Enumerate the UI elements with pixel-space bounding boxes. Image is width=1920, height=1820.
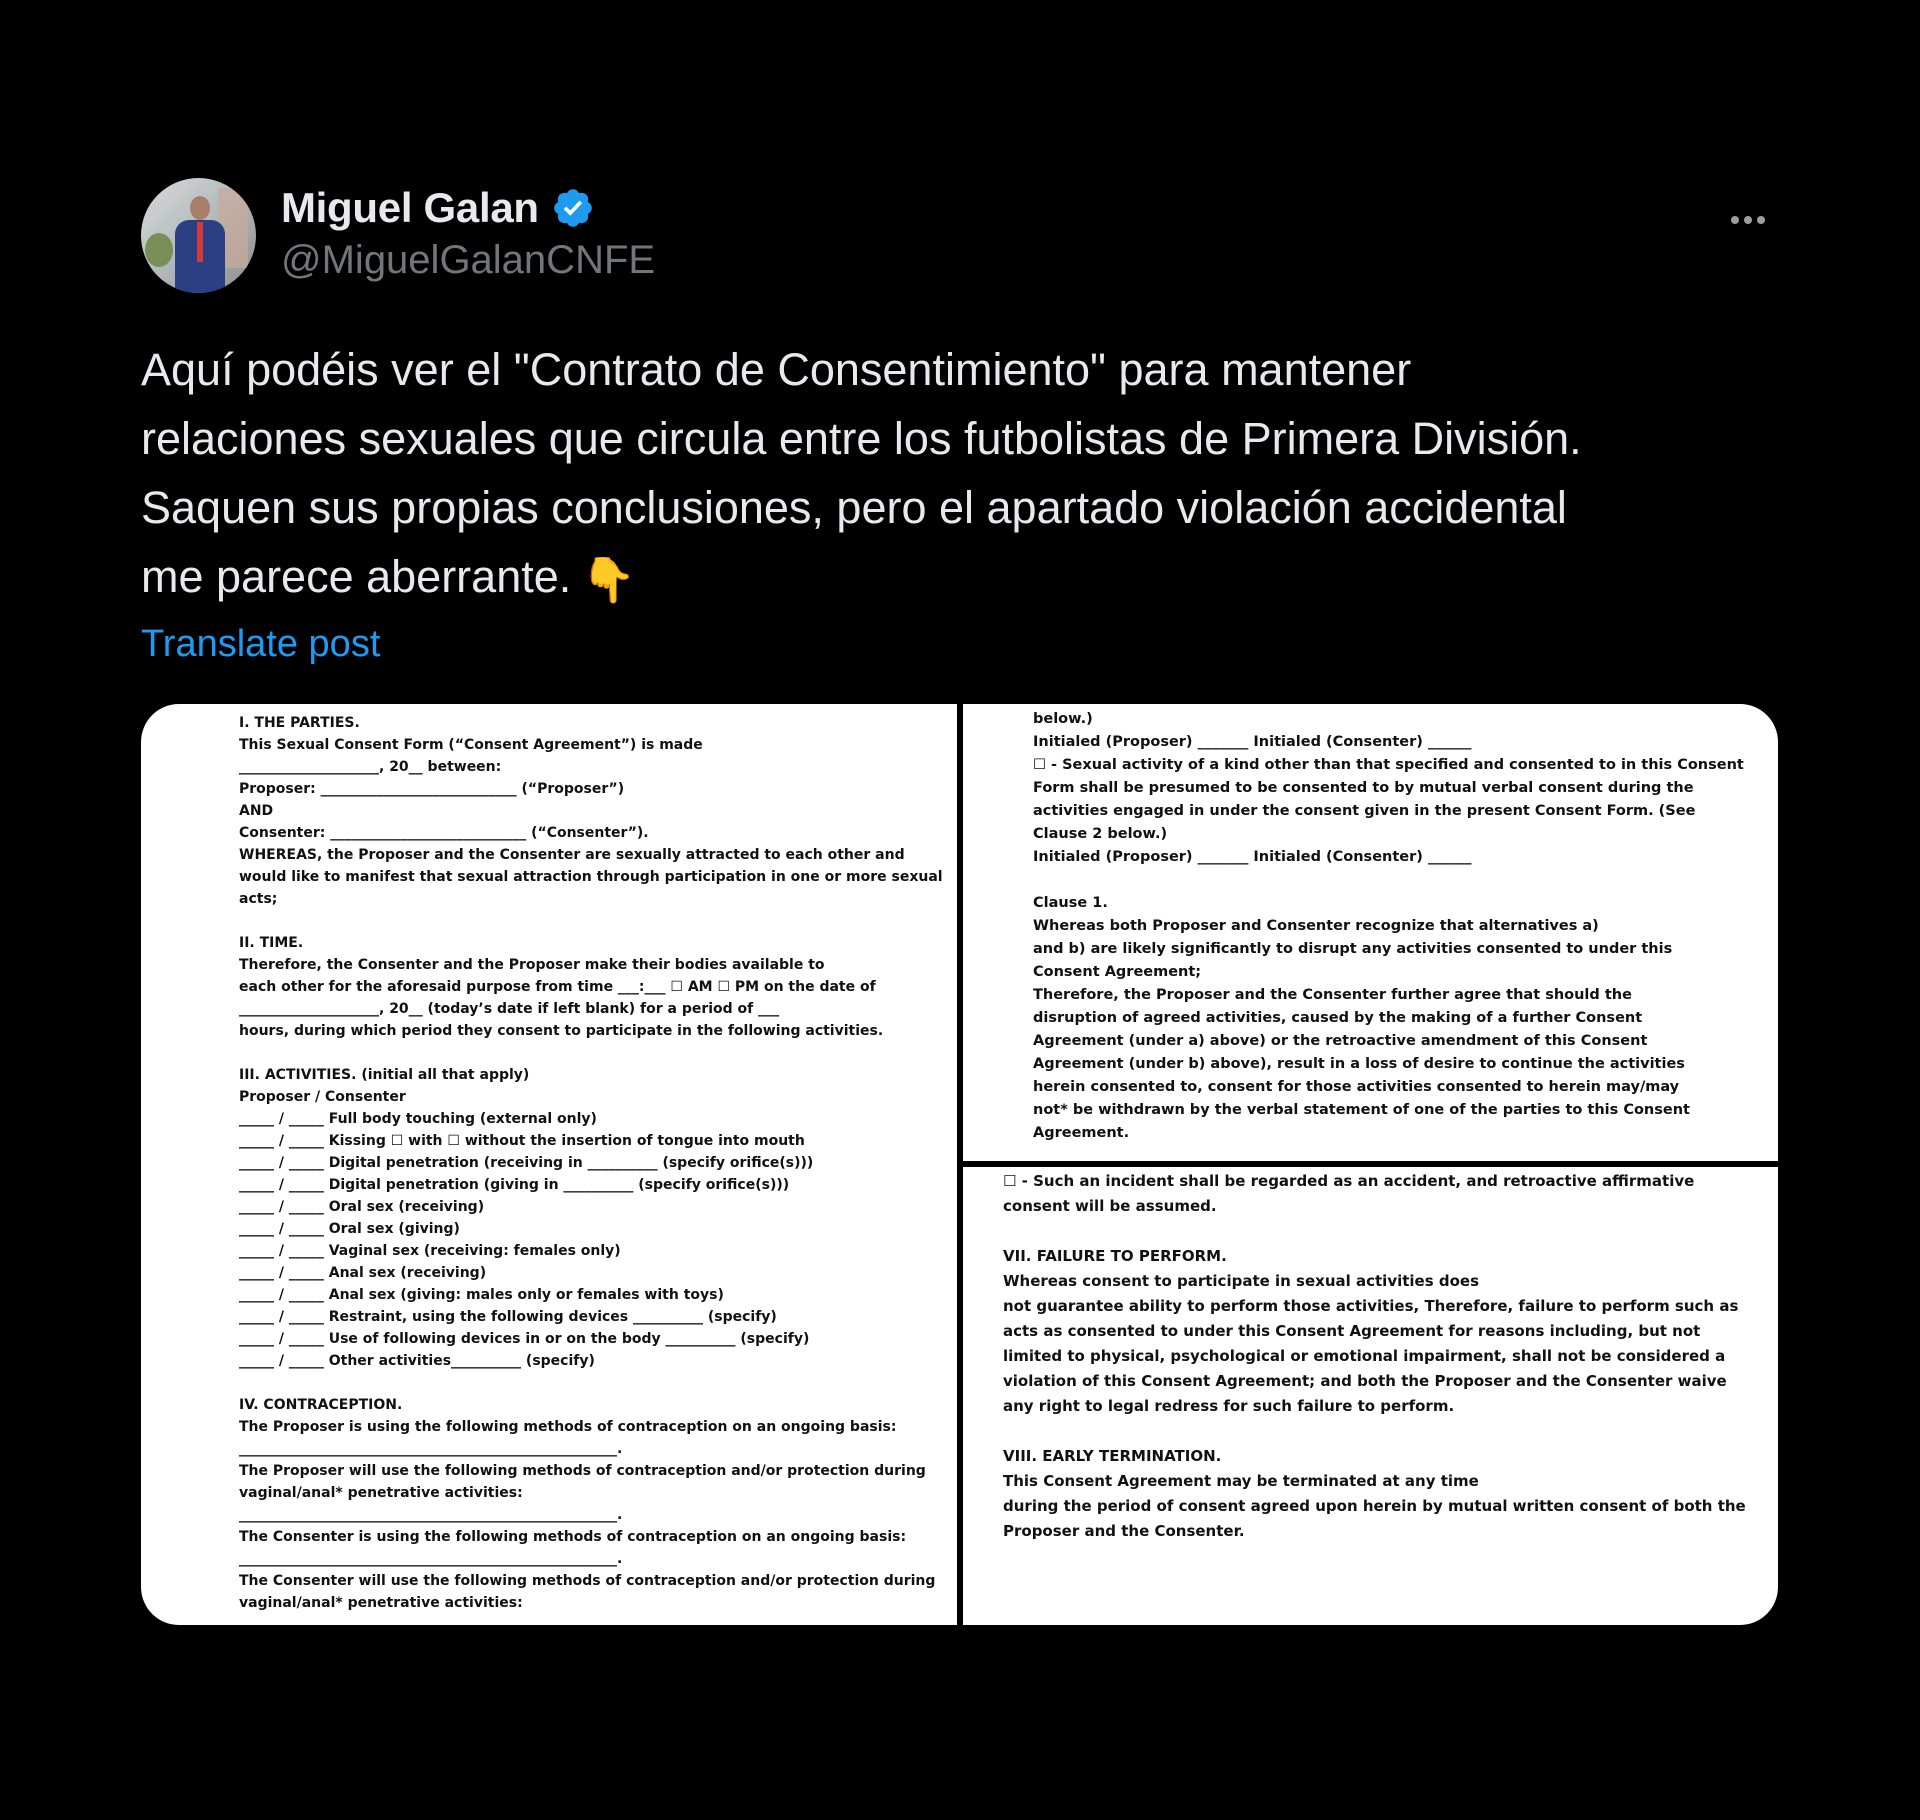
document-spacer	[239, 910, 957, 932]
document-text-line: _____ / _____ Anal sex (receiving)	[239, 1265, 487, 1281]
document-right-column	[963, 704, 1778, 1625]
document-text-line: This Sexual Consent Form (“Consent Agreement”) is made	[239, 737, 703, 753]
document-text-line: II. TIME.	[239, 935, 304, 951]
document-text-line: ☐ - Sexual activity of a kind other than that specified and consented to in this Consent	[1033, 757, 1744, 773]
document-text-line: Agreement.	[1033, 1125, 1130, 1141]
document-text-line: _____ / _____ Digital penetration (giving in __________ (specify orifice(s)))	[239, 1177, 790, 1193]
tweet-text	[141, 335, 1781, 615]
document-text-line: ____________________, 20__ between:	[239, 759, 502, 775]
document-text-line: limited to physical, psychological or emotional impairment, shall not be considered a	[1003, 1347, 1726, 1365]
document-text-line: would like to manifest that sexual attraction through participation in one or more sexual	[239, 869, 943, 885]
document-spacer	[239, 1042, 957, 1064]
document-text-line: _____ / _____ Vaginal sex (receiving: females only)	[239, 1243, 621, 1259]
document-text-line: Proposer and the Consenter.	[1003, 1522, 1245, 1540]
document-text-line: _____ / _____ Oral sex (giving)	[239, 1221, 460, 1237]
document-text-line: each other for the aforesaid purpose from time ___:___ ☐ AM ☐ PM on the date of	[239, 979, 876, 995]
document-text-line: below.)	[1033, 711, 1093, 727]
author-display-name[interactable]: Miguel Galan	[281, 184, 539, 231]
translate-post-link[interactable]: Translate post	[141, 622, 381, 665]
document-text-line: Whereas consent to participate in sexual activities does	[1003, 1272, 1480, 1290]
document-text-line: Proposer: ____________________________ (“Proposer”)	[239, 781, 625, 797]
document-text-line: and b) are likely significantly to disrupt any activities consented to under this	[1033, 941, 1673, 957]
document-text-line: Clause 2 below.)	[1033, 826, 1168, 842]
document-text-line: _____ / _____ Other activities__________ (specify)	[239, 1353, 595, 1369]
document-text-line: _____ / _____ Restraint, using the following devices __________ (specify)	[239, 1309, 777, 1325]
document-text-line: _____ / _____ Anal sex (giving: males only or females with toys)	[239, 1287, 724, 1303]
tweet-media-image[interactable]	[141, 704, 1778, 1625]
document-text-line: The Consenter is using the following methods of contraception on an ongoing basis:	[239, 1529, 907, 1545]
document-text-line: Initialed (Proposer) _______ Initialed (Consenter) ______	[1033, 849, 1472, 865]
author-name-row	[281, 178, 595, 238]
document-text-line: ______________________________________________________.	[239, 1507, 623, 1523]
tweet	[141, 178, 1778, 1611]
document-text-line: The Proposer will use the following methods of contraception and/or protection during	[239, 1463, 926, 1479]
document-text-line: Initialed (Proposer) _______ Initialed (Consenter) ______	[1033, 734, 1472, 750]
document-text-line: WHEREAS, the Proposer and the Consenter are sexually attracted to each other and	[239, 847, 905, 863]
document-text-line: The Consenter will use the following methods of contraception and/or protection during	[239, 1573, 936, 1589]
document-text-line: Therefore, the Consenter and the Proposer make their bodies available to	[239, 957, 825, 973]
document-text-line: not* be withdrawn by the verbal statement of one of the parties to this Consent	[1033, 1102, 1690, 1118]
document-page-right-top	[963, 704, 1778, 1161]
document-text-line: acts as consented to under this Consent Agreement for reasons including, but not	[1003, 1322, 1701, 1340]
document-text-line: IV. CONTRACEPTION.	[239, 1397, 403, 1413]
document-text-line: _____ / _____ Kissing ☐ with ☐ without the insertion of tongue into mouth	[239, 1133, 805, 1149]
document-text-line: _____ / _____ Oral sex (receiving)	[239, 1199, 485, 1215]
document-text-line: Consenter: ____________________________ (“Consenter”).	[239, 825, 649, 841]
document-text-line: consent will be assumed.	[1003, 1197, 1217, 1215]
document-text-line: _____ / _____ Full body touching (external only)	[239, 1111, 597, 1127]
document-text-line: Form shall be presumed to be consented to by mutual verbal consent during the	[1033, 780, 1694, 796]
document-text-line: herein consented to, consent for those activities consented to herein may/may	[1033, 1079, 1680, 1095]
document-text-line: Agreement (under a) above) or the retroactive amendment of this Consent	[1033, 1033, 1648, 1049]
document-text-line: ☐ - Such an incident shall be regarded as an accident, and retroactive affirmative	[1003, 1172, 1695, 1190]
document-text-line: during the period of consent agreed upon herein by mutual written consent of both the	[1003, 1497, 1746, 1515]
document-text-line: _____ / _____ Use of following devices in or on the body __________ (specify)	[239, 1331, 810, 1347]
document-text-line: I. THE PARTIES.	[239, 715, 360, 731]
avatar[interactable]	[141, 178, 256, 293]
document-spacer	[239, 1372, 957, 1394]
document-spacer	[1003, 1419, 1778, 1444]
document-text-line: activities engaged in under the consent given in the present Consent Form. (See	[1033, 803, 1696, 819]
document-text-line: Consent Agreement;	[1033, 964, 1202, 980]
document-text-line: not guarantee ability to perform those activities, Therefore, failure to perform such as	[1003, 1297, 1739, 1315]
document-spacer	[1003, 1219, 1778, 1244]
document-text-line: III. ACTIVITIES. (initial all that apply)	[239, 1067, 530, 1083]
tweet-header	[141, 178, 1778, 293]
author-handle[interactable]: @MiguelGalanCNFE	[281, 238, 656, 282]
document-text-line: disruption of agreed activities, caused by the making of a further Consent	[1033, 1010, 1643, 1026]
document-text-line: The Proposer is using the following methods of contraception on an ongoing basis:	[239, 1419, 897, 1435]
tweet-text-line: me parece aberrante. 👇	[141, 542, 1781, 615]
document-text-line: hours, during which period they consent to participate in the following activities.	[239, 1023, 884, 1039]
document-text-line: vaginal/anal* penetrative activities:	[239, 1485, 523, 1501]
document-text-line: VII. FAILURE TO PERFORM.	[1003, 1247, 1227, 1265]
document-text-line: ______________________________________________________.	[239, 1441, 623, 1457]
document-text-line: violation of this Consent Agreement; and both the Proposer and the Consenter waive	[1003, 1372, 1727, 1390]
tweet-text-line: Saquen sus propias conclusiones, pero el apartado violación accidental	[141, 482, 1567, 533]
document-text-line: any right to legal redress for such failure to perform.	[1003, 1397, 1455, 1415]
document-text-line: ______________________________________________________.	[239, 1551, 623, 1567]
document-text-line: Proposer / Consenter	[239, 1089, 406, 1105]
document-spacer	[1033, 869, 1778, 892]
tweet-text-line: relaciones sexuales que circula entre los futbolistas de Primera División.	[141, 413, 1582, 464]
more-horizontal-icon[interactable]	[1718, 200, 1778, 240]
document-page-right-bottom	[963, 1167, 1778, 1625]
verified-badge-icon	[551, 186, 595, 230]
document-text-line: _____ / _____ Digital penetration (receiving in __________ (specify orifice(s)))	[239, 1155, 814, 1171]
document-page-left	[141, 704, 957, 1625]
document-text-line: VIII. EARLY TERMINATION.	[1003, 1447, 1222, 1465]
document-text-line: Therefore, the Proposer and the Consenter further agree that should the	[1033, 987, 1632, 1003]
document-text-line: Clause 1.	[1033, 895, 1108, 911]
document-text-line: AND	[239, 803, 274, 819]
tweet-text-line: Aquí podéis ver el "Contrato de Consentimiento" para mantener	[141, 344, 1412, 395]
pointing-down-emoji-icon: 👇	[581, 555, 637, 605]
document-text-line: ____________________, 20__ (today’s date if left blank) for a period of ___	[239, 1001, 780, 1017]
document-text-line: Agreement (under b) above), result in a loss of desire to continue the activities	[1033, 1056, 1685, 1072]
document-text-line: vaginal/anal* penetrative activities:	[239, 1595, 523, 1611]
document-text-line: Whereas both Proposer and Consenter recognize that alternatives a)	[1033, 918, 1599, 934]
document-text-line: acts;	[239, 891, 278, 907]
document-text-line: This Consent Agreement may be terminated at any time	[1003, 1472, 1479, 1490]
